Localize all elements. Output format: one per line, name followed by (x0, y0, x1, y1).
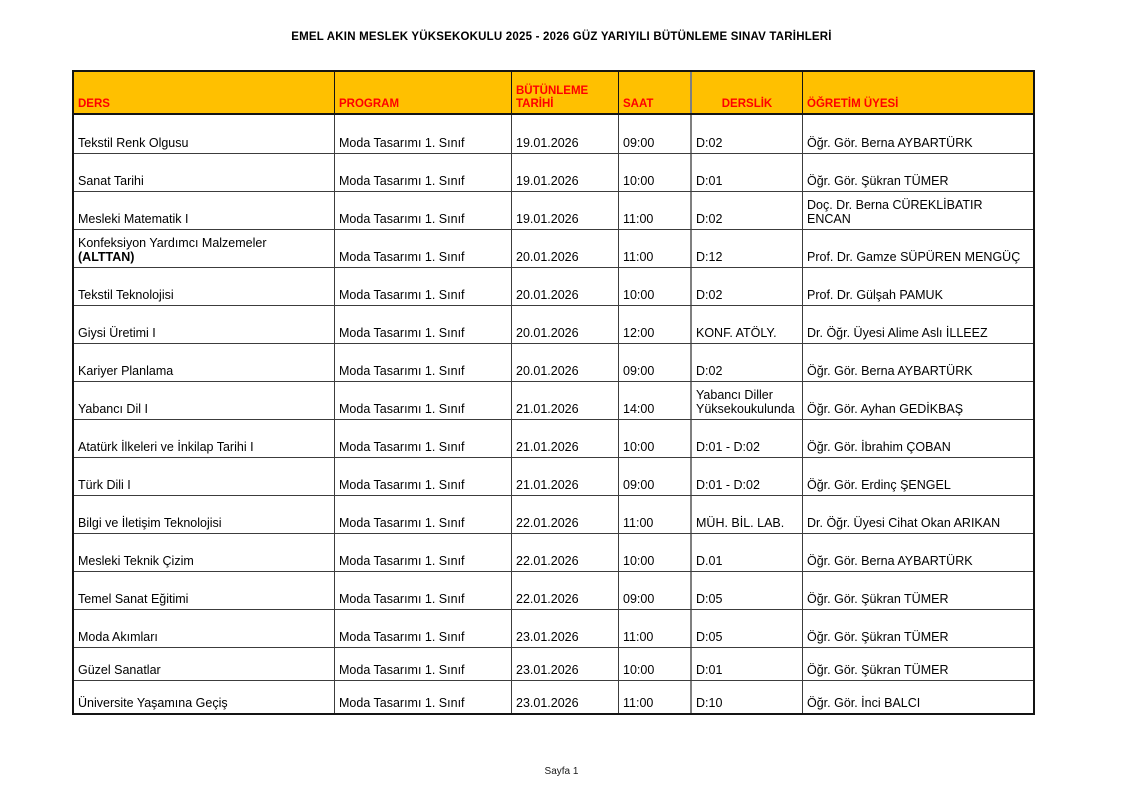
cell-text: Moda Tasarımı 1. Sınıf (339, 663, 465, 677)
table-row (74, 267, 1033, 305)
cell-text: MÜH. BİL. LAB. (696, 516, 785, 530)
cell-saat (618, 458, 690, 495)
cell-text: Moda Tasarımı 1. Sınıf (339, 592, 465, 606)
cell-tarih (511, 572, 618, 609)
cell-saat (618, 154, 690, 191)
cell-program (334, 154, 511, 191)
cell-text-bold: (ALTTAN) (78, 250, 135, 264)
cell-text: 11:00 (623, 516, 654, 530)
cell-text: Moda Tasarımı 1. Sınıf (339, 250, 465, 264)
cell-text: Moda Akımları (78, 630, 158, 644)
cell-program (334, 420, 511, 457)
cell-text: Bilgi ve İletişim Teknolojisi (78, 516, 222, 530)
cell-ders (74, 420, 334, 457)
cell-derslik (690, 610, 802, 647)
cell-ogretim (802, 458, 1033, 495)
cell-text: Prof. Dr. Gülşah PAMUK (807, 288, 943, 302)
cell-text: Öğr. Gör. Berna AYBARTÜRK (807, 364, 973, 378)
cell-text: Moda Tasarımı 1. Sınıf (339, 554, 465, 568)
table-row (74, 680, 1033, 713)
cell-text: 11:00 (623, 696, 654, 710)
cell-tarih (511, 610, 618, 647)
table-row (74, 457, 1033, 495)
column-header-derslik: DERSLİK (690, 72, 802, 113)
cell-text: Öğr. Gör. İbrahim ÇOBAN (807, 440, 951, 454)
cell-text: 20.01.2026 (516, 250, 579, 264)
cell-ders (74, 382, 334, 419)
cell-text: 20.01.2026 (516, 288, 579, 302)
cell-text: Moda Tasarımı 1. Sınıf (339, 630, 465, 644)
cell-tarih (511, 458, 618, 495)
cell-ders (74, 572, 334, 609)
cell-text: 09:00 (623, 364, 655, 378)
cell-text: 22.01.2026 (516, 516, 579, 530)
table-row (74, 305, 1033, 343)
page-title: EMEL AKIN MESLEK YÜKSEKOKULU 2025 - 2026 GÜZ YARIYILI BÜTÜNLEME SINAV TARİHLERİ (291, 31, 832, 43)
cell-tarih (511, 192, 618, 229)
cell-saat (618, 382, 690, 419)
cell-saat (618, 681, 690, 713)
table-row (74, 571, 1033, 609)
cell-derslik (690, 420, 802, 457)
cell-ogretim (802, 115, 1033, 153)
cell-text: Öğr. Gör. Ayhan GEDİKBAŞ (807, 402, 964, 416)
cell-ders (74, 344, 334, 381)
cell-program (334, 382, 511, 419)
cell-program (334, 610, 511, 647)
cell-program (334, 115, 511, 153)
cell-ders (74, 306, 334, 343)
cell-derslik (690, 572, 802, 609)
cell-ogretim (802, 382, 1033, 419)
cell-text: D:02 (696, 364, 723, 378)
cell-text: Güzel Sanatlar (78, 663, 161, 677)
cell-saat (618, 610, 690, 647)
cell-ders (74, 154, 334, 191)
cell-text: Temel Sanat Eğitimi (78, 592, 189, 606)
cell-ogretim (802, 268, 1033, 305)
cell-text: 23.01.2026 (516, 663, 579, 677)
cell-text: 20.01.2026 (516, 364, 579, 378)
column-header-saat: SAAT (618, 72, 690, 113)
cell-text: 22.01.2026 (516, 554, 579, 568)
cell-text: D:01 (696, 174, 723, 188)
cell-saat (618, 496, 690, 533)
cell-text: KONF. ATÖLY. (696, 326, 777, 340)
cell-tarih (511, 115, 618, 153)
cell-ders (74, 268, 334, 305)
cell-text: 19.01.2026 (516, 212, 579, 226)
cell-text: Prof. Dr. Gamze SÜPÜREN MENGÜÇ (807, 250, 1021, 264)
cell-ogretim (802, 344, 1033, 381)
cell-text: Yabancı Diller Yüksekoukulunda (696, 388, 795, 416)
table-row (74, 495, 1033, 533)
cell-tarih (511, 382, 618, 419)
cell-text: 20.01.2026 (516, 326, 579, 340)
cell-ogretim (802, 681, 1033, 713)
cell-tarih (511, 268, 618, 305)
cell-text: Öğr. Gör. Şükran TÜMER (807, 663, 949, 677)
cell-text: Öğr. Gör. Şükran TÜMER (807, 174, 949, 188)
table-row (74, 115, 1033, 153)
cell-text: Öğr. Gör. Erdinç ŞENGEL (807, 478, 951, 492)
page-number: Sayfa 1 (544, 766, 579, 777)
cell-ogretim (802, 306, 1033, 343)
cell-text: 19.01.2026 (516, 174, 579, 188)
cell-text: Öğr. Gör. İnci BALCI (807, 696, 921, 710)
cell-text: 14:00 (623, 402, 655, 416)
table-row (74, 381, 1033, 419)
cell-derslik (690, 681, 802, 713)
cell-saat (618, 306, 690, 343)
cell-text: Moda Tasarımı 1. Sınıf (339, 516, 465, 530)
cell-text: Moda Tasarımı 1. Sınıf (339, 696, 465, 710)
table-row (74, 343, 1033, 381)
cell-text: Dr. Öğr. Üyesi Cihat Okan ARIKAN (807, 516, 1001, 530)
cell-saat (618, 268, 690, 305)
cell-text: Moda Tasarımı 1. Sınıf (339, 478, 465, 492)
cell-tarih (511, 420, 618, 457)
cell-text: 21.01.2026 (516, 402, 579, 416)
cell-tarih (511, 154, 618, 191)
cell-text: Kariyer Planlama (78, 364, 174, 378)
cell-ogretim (802, 610, 1033, 647)
cell-text: 09:00 (623, 592, 655, 606)
cell-program (334, 268, 511, 305)
cell-text: Konfeksiyon Yardımcı Malzemeler (78, 236, 267, 250)
cell-text: 10:00 (623, 663, 655, 677)
cell-text: 10:00 (623, 554, 655, 568)
cell-ogretim (802, 648, 1033, 680)
cell-text: D:02 (696, 288, 723, 302)
cell-tarih (511, 306, 618, 343)
cell-text: D:01 - D:02 (696, 440, 760, 454)
cell-ogretim (802, 230, 1033, 267)
cell-ders (74, 230, 334, 267)
cell-text: 21.01.2026 (516, 440, 579, 454)
table-row (74, 419, 1033, 457)
table-row (74, 609, 1033, 647)
cell-text: 09:00 (623, 478, 655, 492)
cell-ders (74, 115, 334, 153)
cell-text: D.01 (696, 554, 723, 568)
cell-program (334, 344, 511, 381)
cell-text: Mesleki Teknik Çizim (78, 554, 194, 568)
cell-text: Tekstil Teknolojisi (78, 288, 174, 302)
cell-program (334, 192, 511, 229)
cell-derslik (690, 306, 802, 343)
cell-text: Öğr. Gör. Şükran TÜMER (807, 630, 949, 644)
cell-text: 09:00 (623, 136, 655, 150)
cell-derslik (690, 230, 802, 267)
cell-text: D:02 (696, 136, 723, 150)
cell-program (334, 681, 511, 713)
cell-program (334, 458, 511, 495)
cell-tarih (511, 344, 618, 381)
cell-text: D:12 (696, 250, 723, 264)
cell-ogretim (802, 572, 1033, 609)
cell-derslik (690, 268, 802, 305)
cell-text: Moda Tasarımı 1. Sınıf (339, 364, 465, 378)
cell-program (334, 572, 511, 609)
cell-text: Yabancı Dil I (78, 402, 148, 416)
cell-text: 11:00 (623, 212, 654, 226)
cell-derslik (690, 344, 802, 381)
column-header-tarih: BÜTÜNLEME TARİHİ (511, 72, 618, 113)
cell-text: 22.01.2026 (516, 592, 579, 606)
cell-text: 21.01.2026 (516, 478, 579, 492)
table-row (74, 533, 1033, 571)
cell-ogretim (802, 154, 1033, 191)
cell-text: Moda Tasarımı 1. Sınıf (339, 174, 465, 188)
cell-text: Öğr. Gör. Berna AYBARTÜRK (807, 136, 973, 150)
cell-text: Moda Tasarımı 1. Sınıf (339, 326, 465, 340)
cell-text: 11:00 (623, 630, 654, 644)
cell-text: Moda Tasarımı 1. Sınıf (339, 212, 465, 226)
cell-text: Moda Tasarımı 1. Sınıf (339, 136, 465, 150)
table-body (74, 115, 1033, 713)
cell-text: Doç. Dr. Berna CÜREKLİBATIR ENCAN (807, 198, 983, 226)
cell-ogretim (802, 496, 1033, 533)
cell-text: 19.01.2026 (516, 136, 579, 150)
table-row (74, 229, 1033, 267)
cell-text: Moda Tasarımı 1. Sınıf (339, 440, 465, 454)
cell-derslik (690, 534, 802, 571)
cell-text: 11:00 (623, 250, 654, 264)
cell-ogretim (802, 420, 1033, 457)
cell-derslik (690, 192, 802, 229)
cell-text: Atatürk İlkeleri ve İnkilap Tarihi I (78, 440, 254, 454)
exam-schedule-table (72, 70, 1035, 715)
cell-saat (618, 115, 690, 153)
cell-derslik (690, 496, 802, 533)
cell-text: D:01 (696, 663, 723, 677)
cell-ders (74, 648, 334, 680)
cell-program (334, 306, 511, 343)
cell-saat (618, 230, 690, 267)
column-header-program: PROGRAM (334, 72, 511, 113)
cell-ders (74, 681, 334, 713)
cell-saat (618, 420, 690, 457)
cell-derslik (690, 154, 802, 191)
cell-tarih (511, 534, 618, 571)
cell-program (334, 648, 511, 680)
cell-text: Moda Tasarımı 1. Sınıf (339, 402, 465, 416)
cell-derslik (690, 382, 802, 419)
cell-ders (74, 610, 334, 647)
cell-tarih (511, 230, 618, 267)
cell-text: D:05 (696, 630, 723, 644)
cell-program (334, 534, 511, 571)
cell-derslik (690, 648, 802, 680)
column-header-ders: DERS (78, 97, 110, 110)
cell-text: 23.01.2026 (516, 630, 579, 644)
cell-text: Moda Tasarımı 1. Sınıf (339, 288, 465, 302)
table-row (74, 153, 1033, 191)
cell-text: D:01 - D:02 (696, 478, 760, 492)
table-row (74, 191, 1033, 229)
cell-tarih (511, 681, 618, 713)
cell-text: Türk Dili I (78, 478, 131, 492)
cell-text: Mesleki Matematik I (78, 212, 189, 226)
cell-text: Giysi Üretimi I (78, 326, 156, 340)
cell-text: 10:00 (623, 174, 655, 188)
cell-text: Üniversite Yaşamına Geçiş (78, 696, 228, 710)
cell-program (334, 496, 511, 533)
cell-text: Öğr. Gör. Berna AYBARTÜRK (807, 554, 973, 568)
column-header-ogretim: ÖĞRETİM ÜYESİ (802, 72, 1033, 113)
cell-saat (618, 648, 690, 680)
cell-text: Sanat Tarihi (78, 174, 144, 188)
cell-saat (618, 344, 690, 381)
cell-text: Öğr. Gör. Şükran TÜMER (807, 592, 949, 606)
cell-text: D:02 (696, 212, 723, 226)
cell-text: 12:00 (623, 326, 655, 340)
cell-ders (74, 192, 334, 229)
cell-text: 23.01.2026 (516, 696, 579, 710)
cell-text: 10:00 (623, 288, 655, 302)
cell-saat (618, 534, 690, 571)
cell-ders (74, 458, 334, 495)
cell-tarih (511, 496, 618, 533)
table-row (74, 647, 1033, 680)
cell-ders (74, 496, 334, 533)
cell-derslik (690, 115, 802, 153)
cell-program (334, 230, 511, 267)
cell-derslik (690, 458, 802, 495)
cell-ogretim (802, 192, 1033, 229)
cell-saat (618, 192, 690, 229)
cell-tarih (511, 648, 618, 680)
cell-text: Tekstil Renk Olgusu (78, 136, 189, 150)
table-header-row (74, 72, 1033, 115)
cell-text: Dr. Öğr. Üyesi Alime Aslı İLLEEZ (807, 326, 988, 340)
cell-text: 10:00 (623, 440, 655, 454)
cell-ogretim (802, 534, 1033, 571)
cell-text: D:05 (696, 592, 723, 606)
cell-text: D:10 (696, 696, 723, 710)
cell-saat (618, 572, 690, 609)
cell-ders (74, 534, 334, 571)
